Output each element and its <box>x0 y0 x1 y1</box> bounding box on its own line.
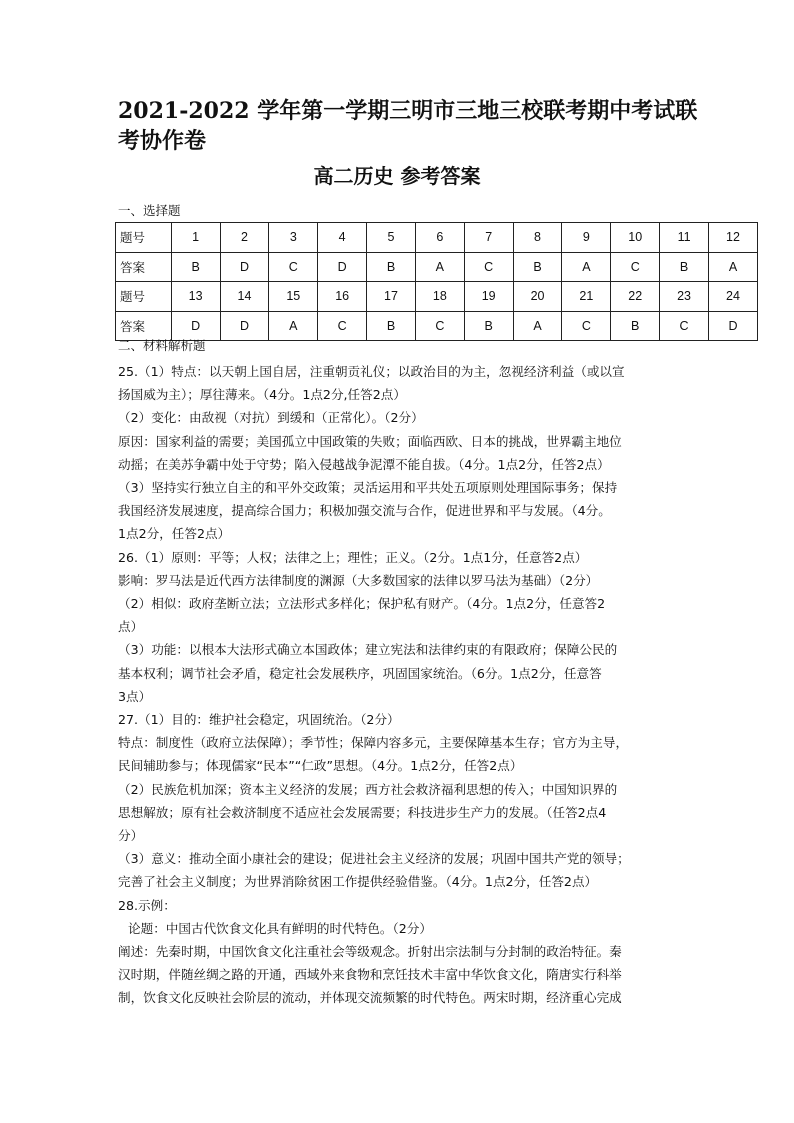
question-number: 14 <box>220 282 269 312</box>
question-number: 3 <box>269 223 318 253</box>
answer-body <box>118 360 678 1010</box>
answer-cell: B <box>367 311 416 341</box>
question-number: 20 <box>513 282 562 312</box>
answer-line: 特点：制度性（政府立法保障）；季节性；保障内容多元，主要保障基本生存；官方为主导， <box>118 735 629 751</box>
answer-line: 完善了社会主义制度；为世界消除贫困工作提供经验借鉴。（4分。1点2分，任答2点） <box>118 874 598 890</box>
row-label: 题号 <box>116 282 172 312</box>
answer-line: （2）民族危机加深；资本主义经济的发展；西方社会救济福利思想的传入；中国知识界的 <box>118 781 618 797</box>
answer-line: （3）坚持实行独立自主的和平外交政策；灵活运用和平共处五项原则处理国际事务；保持 <box>118 480 618 496</box>
row-label: 答案 <box>116 311 172 341</box>
answer-line: 分） <box>118 828 144 844</box>
answer-line: 阐述：先秦时期，中国饮食文化注重社会等级观念。折射出宗法制与分封制的政治特征。秦 <box>118 944 622 960</box>
question-number: 19 <box>464 282 513 312</box>
answer-line: （2）相似：政府垄断立法；立法形式多样化；保护私有财产。（4分。1点2分，任意答2 <box>118 596 606 612</box>
question-number: 13 <box>171 282 220 312</box>
answer-line: 基本权利；调节社会矛盾，稳定社会发展秩序，巩固国家统治。（6分。1点2分，任意答 <box>118 665 602 681</box>
answer-line: 民间辅助参与；体现儒家“民本”“仁政”思想。（4分。1点2分，任答2点） <box>118 758 523 774</box>
answer-line: 制，饮食文化反映社会阶层的流动，并体现交流频繁的时代特色。两宋时期，经济重心完成 <box>118 990 622 1006</box>
answer-cell: D <box>220 311 269 341</box>
answer-line: 1点2分，任答2点） <box>118 526 231 542</box>
document-title: 2021-2022 学年第一学期三明市三地三校联考期中考试联考协作卷 <box>118 98 698 154</box>
answer-line: （2）变化：由敌视（对抗）到缓和（正常化）。（2分） <box>118 410 424 426</box>
row-label: 答案 <box>116 252 172 282</box>
answer-cell: C <box>660 311 709 341</box>
answer-line: 思想解放；原有社会救济制度不适应社会发展需要；科技进步生产力的发展。（任答2点4 <box>118 804 607 820</box>
answer-cell: A <box>415 252 464 282</box>
answer-cell: B <box>367 252 416 282</box>
answer-cell: D <box>171 311 220 341</box>
answer-cell: D <box>708 311 757 341</box>
table-row <box>116 282 758 312</box>
answer-cell: C <box>269 252 318 282</box>
answer-table <box>115 222 758 341</box>
answer-line: 论题：中国古代饮食文化具有鲜明的时代特色。（2分） <box>128 920 432 936</box>
table-row <box>116 252 758 282</box>
question-number: 8 <box>513 223 562 253</box>
question-number: 5 <box>367 223 416 253</box>
answer-cell: B <box>611 311 660 341</box>
question-number: 6 <box>415 223 464 253</box>
question-number: 18 <box>415 282 464 312</box>
question-number: 15 <box>269 282 318 312</box>
answer-line: 扬国威为主）；厚往薄来。（4分。1点2分,任答2点） <box>118 387 406 403</box>
answer-cell: C <box>611 252 660 282</box>
answer-line: 动摇；在美苏争霸中处于守势；陷入侵越战争泥潭不能自拔。（4分。1点2分，任答2点） <box>118 456 610 472</box>
question-number: 12 <box>708 223 757 253</box>
question-number: 21 <box>562 282 611 312</box>
question-number: 11 <box>660 223 709 253</box>
answer-cell: B <box>171 252 220 282</box>
document-subtitle: 高二历史 参考答案 <box>313 164 481 188</box>
answer-line: 27.（1）目的：维护社会稳定，巩固统治。（2分） <box>118 712 400 728</box>
answer-cell: C <box>415 311 464 341</box>
answer-line: （3）功能：以根本大法形式确立本国政体；建立宪法和法律约束的有限政府；保障公民的 <box>118 642 618 658</box>
answer-line: 汉时期，伴随丝绸之路的开通，西域外来食物和烹饪技术丰富中华饮食文化，隋唐实行科举 <box>118 967 622 983</box>
question-number: 1 <box>171 223 220 253</box>
question-number: 4 <box>318 223 367 253</box>
row-label: 题号 <box>116 223 172 253</box>
question-number: 17 <box>367 282 416 312</box>
answer-line: 25.（1）特点：以天朝上国自居，注重朝贡礼仪；以政治目的为主，忽视经济利益（或以宣 <box>118 364 625 379</box>
question-number: 16 <box>318 282 367 312</box>
answer-line: 点） <box>118 619 144 635</box>
answer-cell: C <box>318 311 367 341</box>
answer-cell: A <box>269 311 318 341</box>
question-number: 2 <box>220 223 269 253</box>
answer-cell: B <box>464 311 513 341</box>
table-row <box>116 311 758 341</box>
question-number: 24 <box>708 282 757 312</box>
answer-cell: C <box>562 311 611 341</box>
question-number: 9 <box>562 223 611 253</box>
answer-cell: D <box>318 252 367 282</box>
question-number: 22 <box>611 282 660 312</box>
answer-line: 28.示例： <box>118 897 176 913</box>
answer-line: 影响：罗马法是近代西方法律制度的渊源（大多数国家的法律以罗马法为基础）（2分） <box>118 572 599 588</box>
table-row <box>116 223 758 253</box>
section-heading-analysis: 二、材料解析题 <box>118 338 206 353</box>
answer-cell: B <box>513 252 562 282</box>
answer-cell: A <box>513 311 562 341</box>
answer-cell: C <box>464 252 513 282</box>
answer-line: （3）意义：推动全面小康社会的建设；促进社会主义经济的发展；巩固中国共产党的领导； <box>118 851 630 867</box>
question-number: 7 <box>464 223 513 253</box>
answer-cell: D <box>220 252 269 282</box>
question-number: 10 <box>611 223 660 253</box>
answer-cell: A <box>562 252 611 282</box>
section-heading-choice: 一、选择题 <box>118 203 181 218</box>
answer-line: 原因：国家利益的需要；美国孤立中国政策的失败；面临西欧、日本的挑战，世界霸主地位 <box>118 433 622 449</box>
answer-cell: B <box>660 252 709 282</box>
answer-line: 我国经济发展速度，提高综合国力；积极加强交流与合作，促进世界和平与发展。（4分。 <box>118 503 611 519</box>
answer-line: 3点） <box>118 688 152 704</box>
answer-cell: A <box>708 252 757 282</box>
answer-line: 26.（1）原则：平等；人权；法律之上；理性；正义。（2分。1点1分，任意答2点） <box>118 549 588 565</box>
question-number: 23 <box>660 282 709 312</box>
